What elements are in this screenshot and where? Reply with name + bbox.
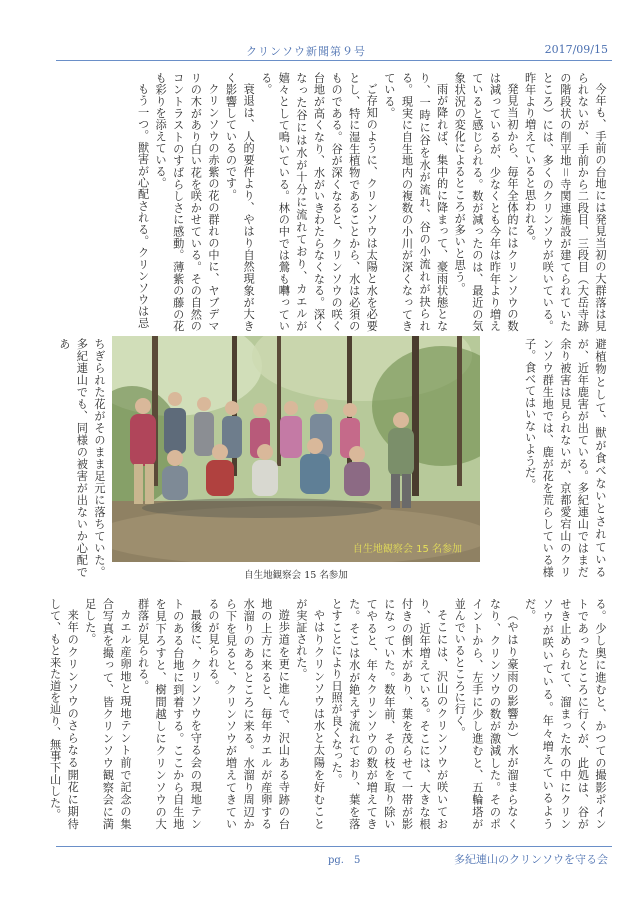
article-middle-left-block [57, 338, 108, 578]
paragraph: 発見当初から、毎年全体的にはクリンソウの数は減っているが、少なくとも今年は昨年より増えていると感じられる。数が減ったのは、最近の気象状況の変化によるところが多いと思う。 [453, 72, 520, 332]
issue-date: 2017/09/15 [544, 43, 608, 56]
paragraph: クリンソウの赤紫の花の群れの中に、ヤブデマリの木があり白い花を咲かせている。その自然のコントラストのすばらしさに感動。薄紫の藤の花も彩りを添えている。 [154, 72, 220, 332]
paragraph: ちぎられた花がそのまま足元に落ちていた。多紀連山でも、同様の被害が出ないか心配であ [57, 338, 106, 578]
photo-stamp: 自生地観察会 15 名参加 [352, 544, 462, 555]
page-number: pg. 5 [328, 855, 361, 866]
paragraph: もう一つ。獣害が心配される。クリンソウは忌 [136, 83, 150, 329]
article-upper-block [73, 72, 609, 332]
paragraph: 雨が降れば、集中的に降まって、豪雨状態となり、一時に谷を水が流れ、谷の小流れが抉られる。現実に自生地内の複数の小川が深くなってきている。 [382, 72, 449, 332]
article-middle-right-block [486, 338, 609, 578]
paragraph: 今年も、手前の台地には発見当初の大群落は見られないが、手前から二段目、三段目（大岳寺跡の階段状の削平地＝寺関連施設が建てられていたところ）には、多くのクリンソウが咲いている。昨年より増えていると思われる。 [523, 72, 607, 332]
article-lower-block [48, 598, 609, 830]
photo-caption: 自生地観察会 15 名参加 [244, 570, 348, 581]
organization-name: 多紀連山のクリンソウを守る会 [454, 853, 608, 866]
paragraph: る。少し奥に進むと、かつての撮影ポイントであったところに行くが、此処は、谷がせき止められて、溜まった水の中にクリンソウが咲いている。年々増えているようだ。 [523, 598, 607, 830]
paragraph: ご存知のように、クリンソウは太陽と水を必要とし、特に湿生植物であることから、水は必須のものである。谷が深くなると、クリンソウの咲く台地が高くなり、水がいきわたらなくなる。深くなった谷には水が十分に流れており、カエルが嬉々として鳴いている。林の中では鶯も囀っている。 [259, 72, 379, 332]
paragraph: 避植物として、獣が食べないとされているが、近年鹿害が出ている。多紀連山ではまだ余り被害は見られないが、京都愛宕山のクリンソウ群生地では、鹿が花を荒らしている様子。食べてはいないようだ。 [523, 338, 607, 578]
paragraph: カエル産卵地と現地テント前で記念の集合写真を撮って、皆クリンソウ観察会に満足した。 [83, 598, 132, 830]
newsletter-title: クリンソウ新聞第９号 [246, 45, 366, 58]
paragraph: そこには、沢山のクリンソウが咲いており、近年増えている。そこには、大きな根付きの倒木があり、葉を茂らせて一帯が影になっていた。数年前、その枝を取り除いてやると、年々クリンソウの数が増えてきた。そこは水が絶えず流れており、葉を落とすことにより日照が良くなった。 [330, 598, 449, 830]
paragraph: （やはり豪雨の影響か）水が溜まらなくなり、クリンソウの数が激減した。そのポイントから、左手に少し進むと、五輪塔が並んでいるところに行く。 [453, 598, 520, 830]
page-header [56, 40, 612, 61]
page-footer [56, 846, 612, 867]
paragraph: やはりクリンソウは水と太陽を好むことが実証された。 [294, 598, 326, 830]
paragraph: 最後に、クリンソウを守る会の現地テントのある台地に到着する。ここから自生地を見下ろすと、樹間越しにクリンソウの大群落が見られる。 [136, 598, 203, 830]
paragraph: 衰退は、人的要件より、やはり自然現象が大きく影響しているのです。 [224, 72, 256, 332]
paragraph: 来年のクリンソウのさらなる開花に期待して、もと来た道を辿り、無事下山した。 [48, 598, 80, 830]
paragraph: 遊歩道を更に進んで、沢山ある寺跡の台地の上方に来ると、毎年カエルが産卵する水溜りのあるところに来る。水溜り周辺から下を見ると、クリンソウが増えてきているのが見られる。 [206, 598, 291, 830]
group-photo [112, 336, 480, 562]
